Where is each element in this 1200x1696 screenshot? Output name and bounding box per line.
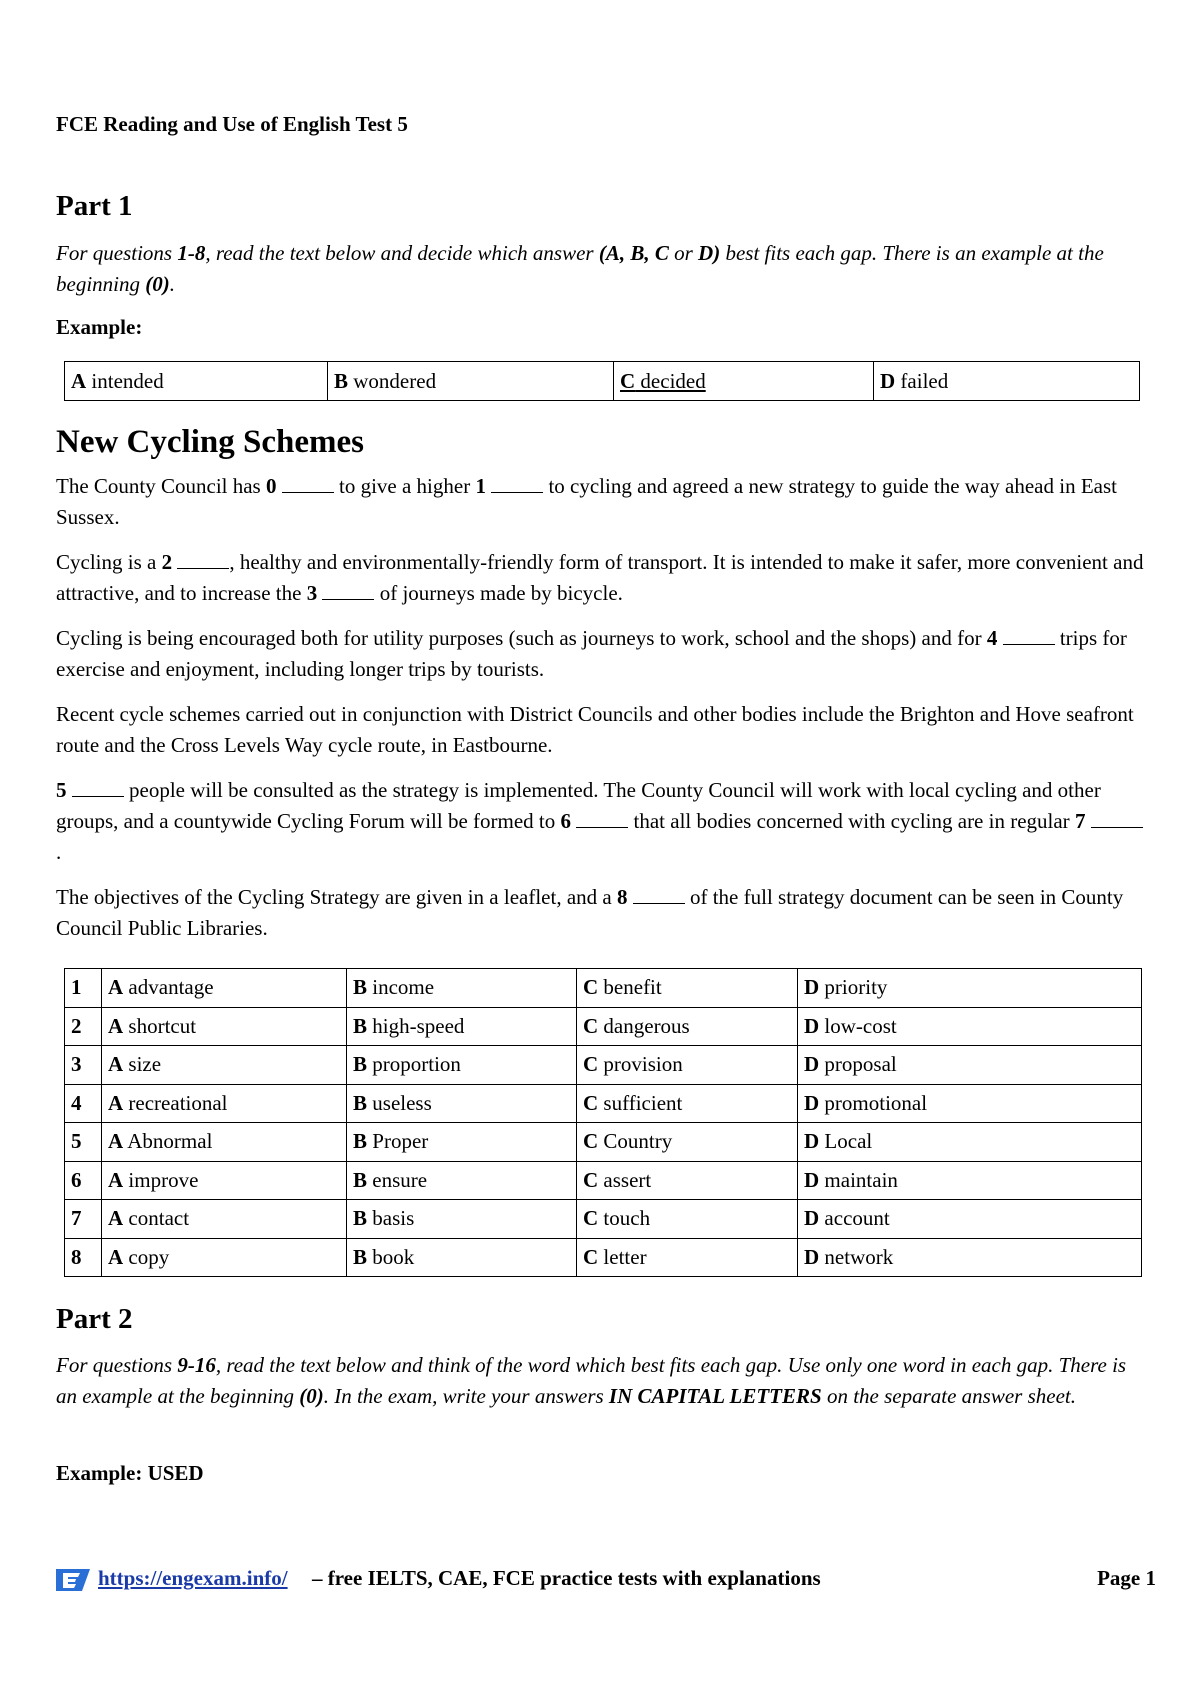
part2-example: Example: USED [56, 1461, 204, 1485]
passage-paragraph [56, 775, 1146, 868]
question-number: 8 [65, 1238, 102, 1277]
option-word: low-cost [819, 1013, 897, 1038]
part1-instr-run: . [169, 272, 175, 296]
passage-text: to give a higher [333, 474, 476, 498]
option-word: dangerous [598, 1013, 690, 1038]
passage-text: people will be consulted as the strategy is implemented. The County Council will work with local cycling and other groups, and a countywide Cycling Forum will be formed to [56, 778, 1101, 833]
option-letter: D [804, 1090, 820, 1115]
option-word: shortcut [123, 1013, 197, 1038]
answer-option [102, 1007, 347, 1046]
passage-text: Recent cycle schemes carried out in conjunction with District Councils and other bodies include the Brighton and Hove seafront route and the Cross Levels Way cycle route, in Eastbourne. [56, 702, 1134, 757]
option-letter: A [108, 1206, 124, 1231]
part1-instr-bold-run: D) [698, 241, 721, 265]
part1-instr-run: For questions [56, 241, 178, 265]
question-number: 4 [65, 1084, 102, 1123]
passage-paragraph [56, 623, 1146, 685]
option-letter: C [583, 1090, 599, 1115]
passage-text: The County Council has [56, 474, 266, 498]
gap-blank [576, 809, 628, 828]
gap-blank [1091, 809, 1143, 828]
footer [56, 1566, 1156, 1596]
answer-option [347, 1046, 577, 1085]
gap-blank [633, 885, 685, 904]
option-word: intended [86, 368, 164, 393]
option-word: Proper [367, 1129, 429, 1154]
gap-number: 5 [56, 778, 67, 802]
option-word: high-speed [367, 1013, 465, 1038]
question-row [65, 1238, 1142, 1277]
gap-number: 7 [1074, 809, 1086, 833]
part2-heading: Part 2 [56, 1303, 133, 1335]
option-letter: C [620, 368, 636, 393]
gap-number: 4 [986, 626, 998, 650]
option-word: Abnormal [123, 1129, 213, 1154]
answer-option [347, 1084, 577, 1123]
answer-option [577, 1007, 798, 1046]
part2-instr-run: . In the exam, write your answers [323, 1384, 609, 1408]
part2-instr-bold-run: 9-16 [177, 1353, 216, 1377]
part2-instr-bold-run: IN CAPITAL LETTERS [608, 1384, 822, 1408]
gap-number: 1 [475, 474, 486, 498]
question-row [65, 1046, 1142, 1085]
option-letter: A [108, 1167, 124, 1192]
option-word: size [123, 1052, 162, 1077]
option-letter: C [583, 1206, 599, 1231]
passage-text: of journeys made by bicycle. [374, 581, 623, 605]
passage-text: . [56, 840, 62, 864]
question-number: 2 [65, 1007, 102, 1046]
question-number: 6 [65, 1161, 102, 1200]
option-word: wondered [348, 368, 437, 393]
answer-option [347, 969, 577, 1008]
option-letter: C [583, 1013, 599, 1038]
answer-option [347, 1123, 577, 1162]
option-word: touch [598, 1206, 651, 1231]
answer-option [577, 1238, 798, 1277]
option-letter: B [353, 1206, 368, 1231]
gap-blank [72, 778, 124, 797]
example-option [65, 362, 328, 401]
option-word: sufficient [598, 1090, 683, 1115]
option-letter: A [71, 368, 87, 393]
gap-number: 6 [560, 809, 572, 833]
answer-option [798, 1007, 1142, 1046]
answer-option [798, 1161, 1142, 1200]
option-letter: A [108, 1244, 124, 1269]
option-word: benefit [598, 975, 662, 1000]
answer-option [347, 1238, 577, 1277]
part1-instr-run: , read the text below and decide which answer [205, 241, 599, 265]
option-letter: D [804, 975, 820, 1000]
answer-option [102, 1123, 347, 1162]
gap-number: 8 [616, 885, 628, 909]
part2-instr-run: For questions [56, 1353, 178, 1377]
question-row [65, 1123, 1142, 1162]
option-letter: B [353, 1167, 368, 1192]
document-title: FCE Reading and Use of English Test 5 [56, 112, 408, 136]
passage-text: Cycling is being encouraged both for utility purposes (such as journeys to work, school and the shops) and for [56, 626, 987, 650]
question-number: 1 [65, 969, 102, 1008]
part1-instr-bold-run: (0) [145, 272, 170, 296]
example-option [614, 362, 874, 401]
engexam-link[interactable]: https://engexam.info/ [98, 1566, 288, 1590]
gap-number: 3 [306, 581, 318, 605]
part2-instr-bold-run: (0) [299, 1384, 324, 1408]
gap-blank [491, 474, 543, 493]
text-title: New Cycling Schemes [56, 424, 364, 460]
option-letter: C [583, 975, 599, 1000]
part1-instr-bold-run: 1-8 [177, 241, 206, 265]
option-letter: D [804, 1206, 820, 1231]
passage-paragraph [56, 699, 1146, 761]
option-word: decided [635, 368, 706, 393]
question-number: 7 [65, 1200, 102, 1239]
option-word: network [819, 1244, 894, 1269]
passage-paragraph [56, 471, 1146, 533]
option-letter: B [353, 1090, 368, 1115]
option-word: advantage [123, 975, 214, 1000]
answer-option [347, 1200, 577, 1239]
answer-option [102, 1046, 347, 1085]
answer-option [102, 1161, 347, 1200]
option-letter: A [108, 1052, 124, 1077]
example-option [328, 362, 614, 401]
option-word: promotional [819, 1090, 928, 1115]
option-word: copy [123, 1244, 170, 1269]
answer-option [102, 969, 347, 1008]
option-letter: A [108, 1013, 124, 1038]
example-option [874, 362, 1140, 401]
option-word: priority [819, 975, 888, 1000]
options-table [64, 968, 1142, 1277]
answer-option [347, 1161, 577, 1200]
option-word: failed [895, 368, 949, 393]
passage-text: of the full strategy document can be seen in County Council Public Libraries. [56, 885, 1124, 940]
passage-text: Cycling is a [56, 550, 162, 574]
passage-text: The objectives of the Cycling Strategy are given in a leaflet, and a [56, 885, 617, 909]
option-letter: C [583, 1167, 599, 1192]
question-row [65, 969, 1142, 1008]
part1-instr-bold-run: (A, B, C [598, 241, 669, 265]
part1-instr-run: best fits each gap. There is an example at the beginning [56, 241, 1104, 296]
example-options-table [64, 361, 1140, 401]
passage-paragraph [56, 882, 1146, 944]
question-number: 3 [65, 1046, 102, 1085]
footer-tagline: – free IELTS, CAE, FCE practice tests with explanations [312, 1566, 821, 1590]
gap-blank [177, 550, 229, 569]
option-letter: C [583, 1052, 599, 1077]
passage-paragraph [56, 547, 1146, 609]
passage-text: , healthy and environmentally-friendly form of transport. It is intended to make it safer, more convenient and attractive, and to increase the [56, 550, 1144, 605]
answer-option [798, 1200, 1142, 1239]
passage-text: to cycling and agreed a new strategy to guide the way ahead in East Sussex. [56, 474, 1117, 529]
option-word: proposal [819, 1052, 897, 1077]
option-letter: D [804, 1167, 820, 1192]
option-letter: A [108, 975, 124, 1000]
question-number: 5 [65, 1123, 102, 1162]
answer-option [102, 1238, 347, 1277]
answer-option [577, 1046, 798, 1085]
option-letter: C [583, 1244, 599, 1269]
answer-option [577, 1123, 798, 1162]
option-letter: D [804, 1129, 820, 1154]
answer-option [347, 1007, 577, 1046]
option-letter: D [880, 368, 896, 393]
option-letter: D [804, 1013, 820, 1038]
gap-blank [1003, 626, 1055, 645]
option-letter: D [804, 1244, 820, 1269]
answer-option [577, 1084, 798, 1123]
option-letter: B [353, 975, 368, 1000]
gap-blank [322, 581, 374, 600]
answer-option [577, 969, 798, 1008]
option-word: proportion [367, 1052, 461, 1077]
answer-option [102, 1200, 347, 1239]
page-number: Page 1 [1097, 1566, 1156, 1590]
passage-text: that all bodies concerned with cycling are in regular [628, 809, 1075, 833]
option-word: useless [367, 1090, 432, 1115]
part2-instr-run: on the separate answer sheet. [821, 1384, 1076, 1408]
example-row [65, 362, 1140, 401]
part1-heading: Part 1 [56, 190, 133, 222]
part1-instr-run: or [668, 241, 699, 265]
option-word: ensure [367, 1167, 428, 1192]
gap-number: 2 [161, 550, 173, 574]
option-letter: B [353, 1244, 368, 1269]
option-letter: B [353, 1129, 368, 1154]
answer-option [577, 1161, 798, 1200]
answer-option [577, 1200, 798, 1239]
answer-option [798, 1046, 1142, 1085]
question-row [65, 1200, 1142, 1239]
option-word: improve [123, 1167, 199, 1192]
question-row [65, 1084, 1142, 1123]
option-word: Local [819, 1129, 873, 1154]
question-row [65, 1161, 1142, 1200]
passage-text: trips for exercise and enjoyment, including longer trips by tourists. [56, 626, 1127, 681]
option-letter: B [353, 1013, 368, 1038]
option-letter: D [804, 1052, 820, 1077]
option-word: account [819, 1206, 890, 1231]
example-label: Example: [56, 315, 143, 339]
engexam-logo-icon [56, 1569, 90, 1591]
part2-instr-run: , read the text below and think of the word which best fits each gap. Use only one word in each gap. There is an example at the beginning [56, 1353, 1127, 1408]
option-letter: C [583, 1129, 599, 1154]
passage [56, 471, 1146, 958]
answer-option [798, 1123, 1142, 1162]
option-letter: A [108, 1090, 124, 1115]
part2-instructions [56, 1350, 1146, 1412]
answer-option [798, 1238, 1142, 1277]
answer-option [102, 1084, 347, 1123]
option-word: maintain [819, 1167, 898, 1192]
gap-number: 0 [265, 474, 277, 498]
option-letter: A [108, 1129, 124, 1154]
option-word: assert [598, 1167, 652, 1192]
option-word: recreational [123, 1090, 228, 1115]
answer-option [798, 969, 1142, 1008]
option-word: book [367, 1244, 415, 1269]
gap-blank [282, 474, 334, 493]
question-row [65, 1007, 1142, 1046]
option-word: Country [598, 1129, 673, 1154]
option-word: letter [598, 1244, 647, 1269]
option-word: basis [367, 1206, 415, 1231]
option-letter: B [334, 368, 349, 393]
answer-option [798, 1084, 1142, 1123]
option-word: contact [123, 1206, 190, 1231]
option-letter: B [353, 1052, 368, 1077]
part1-instructions [56, 238, 1146, 300]
option-word: income [367, 975, 435, 1000]
option-word: provision [598, 1052, 683, 1077]
